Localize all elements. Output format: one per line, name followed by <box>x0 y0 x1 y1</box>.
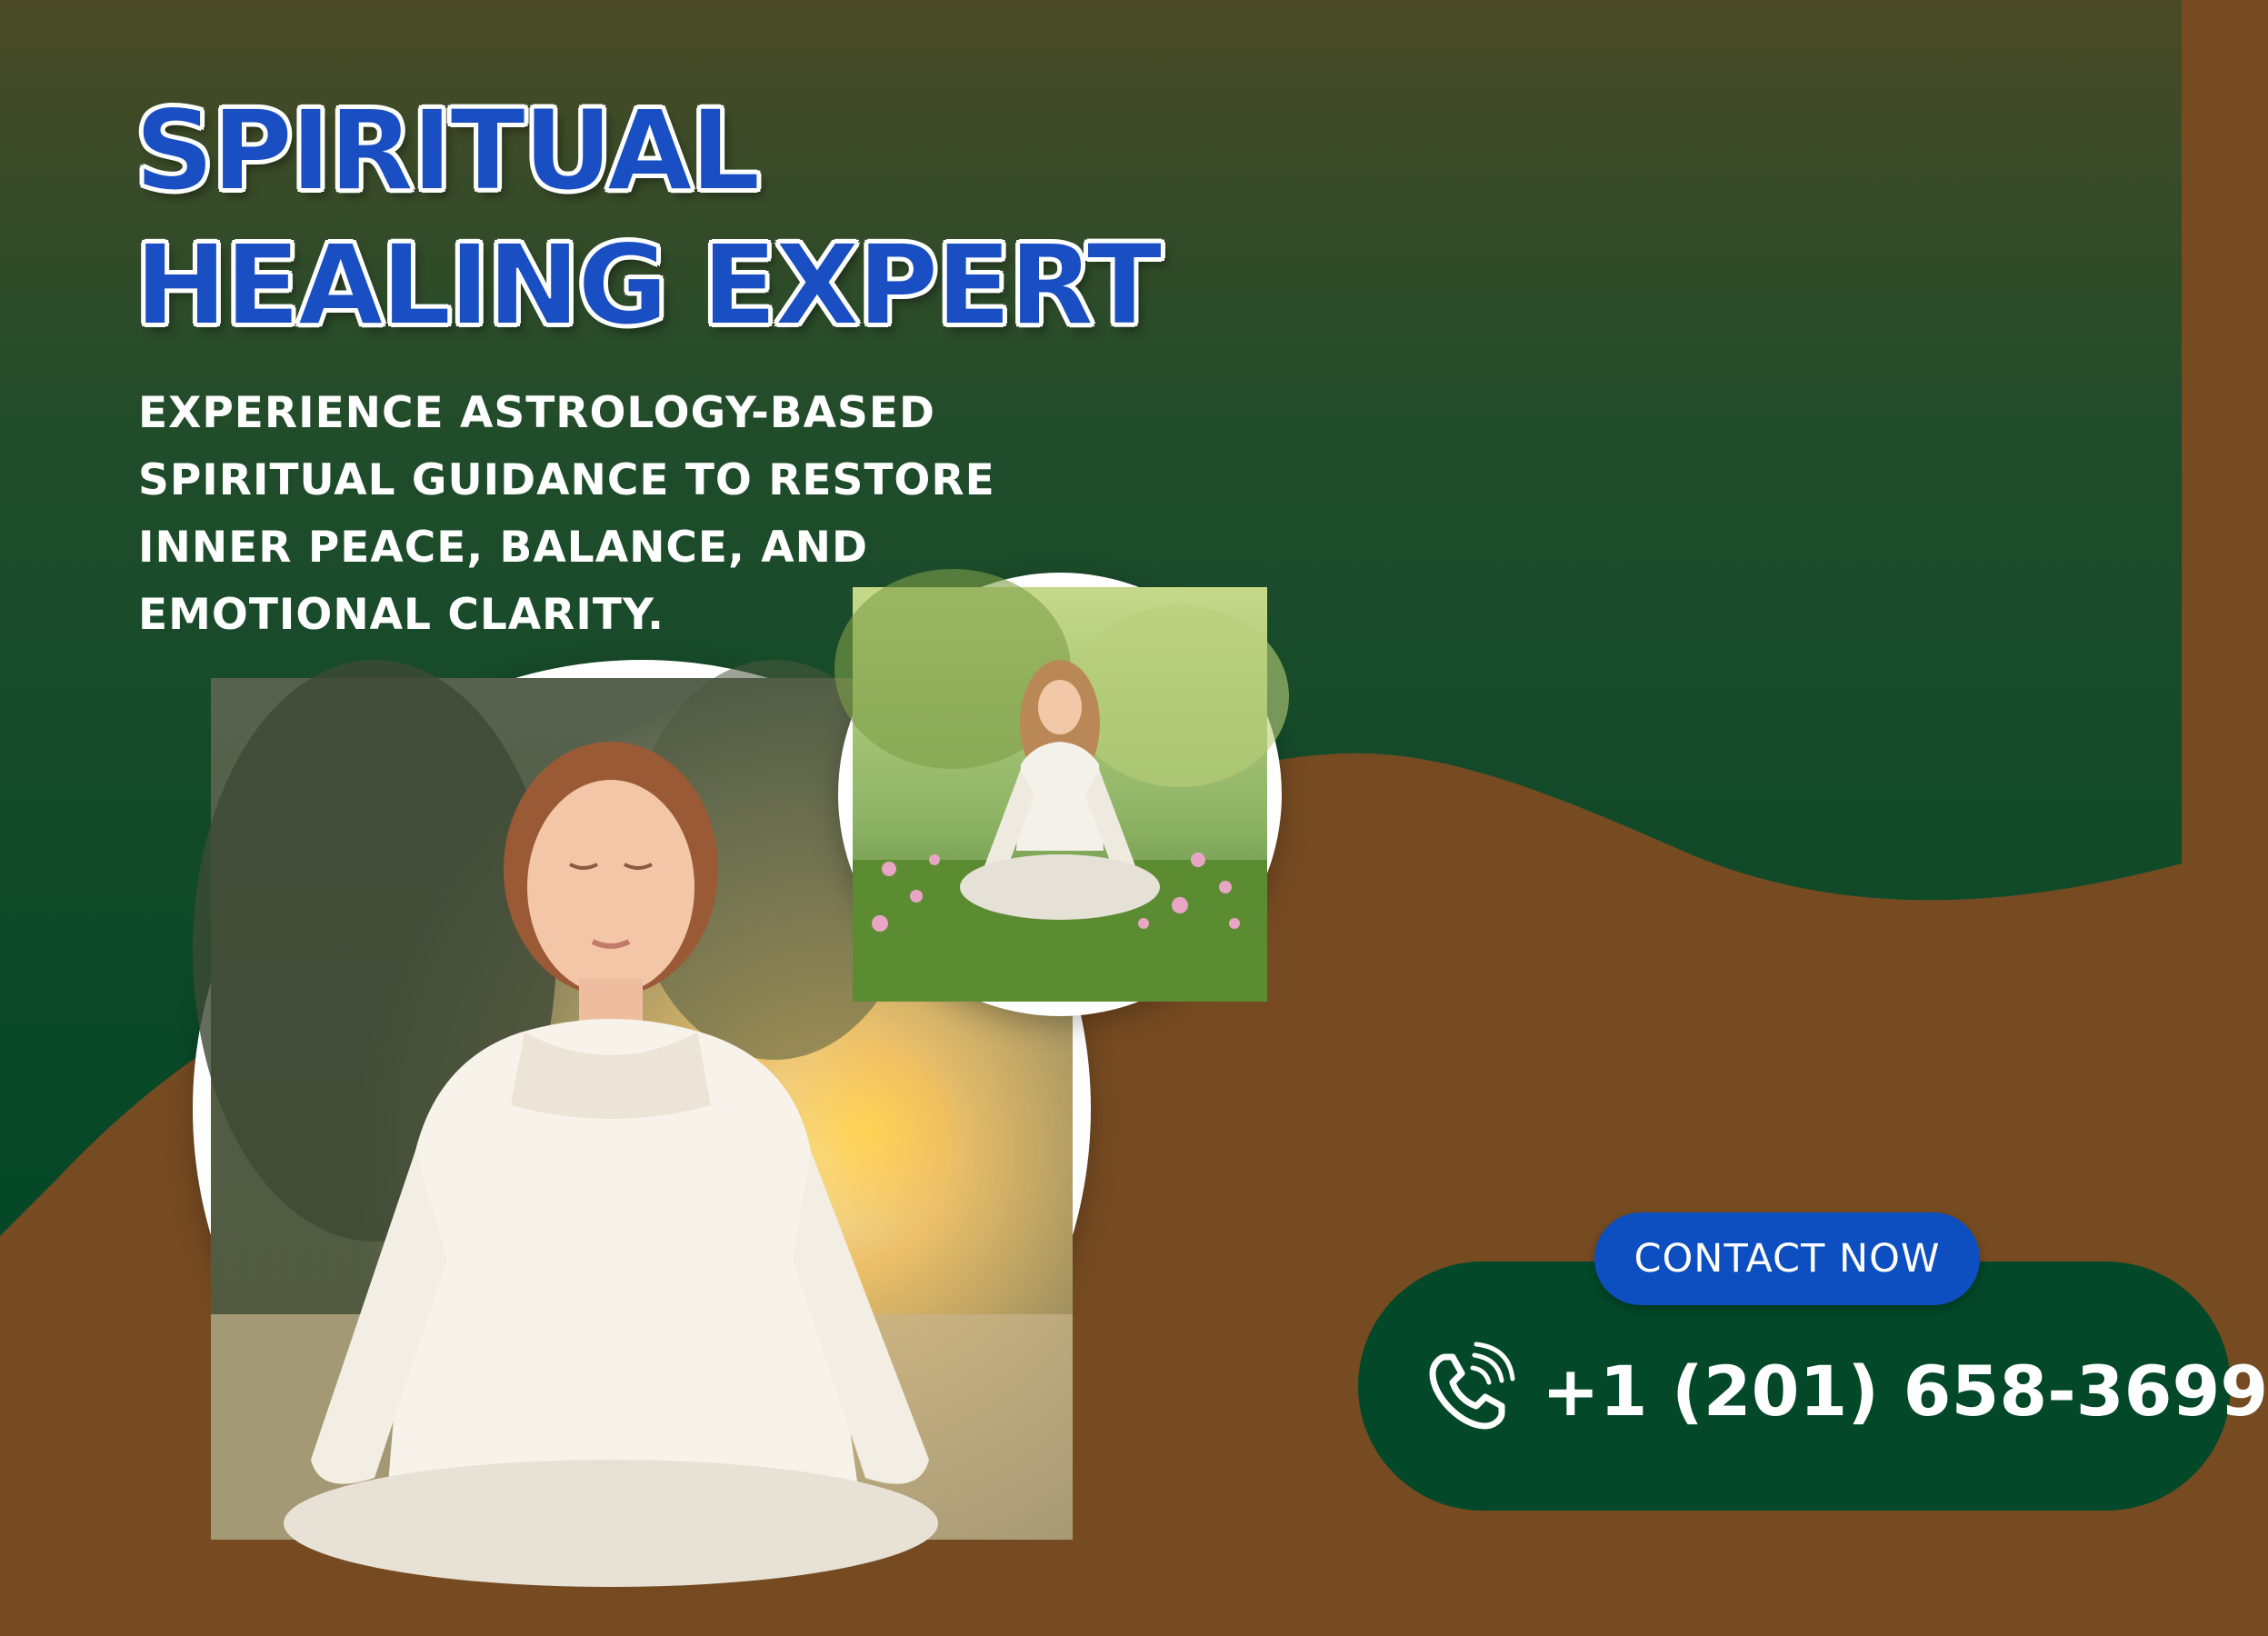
title-line-2: HEALING EXPERT <box>135 221 1160 350</box>
phone-link[interactable] <box>1418 1336 2268 1445</box>
subtitle: EXPERIENCE ASTROLOGY-BASED SPIRITUAL GUIDANCE TO RESTORE INNER PEACE, BALANCE, AND EMOTIONAL CLARITY. <box>138 388 995 640</box>
meditation-photo-small <box>838 573 1282 1016</box>
title-line-1: SPIRITUAL <box>135 86 758 215</box>
page-title <box>135 84 1160 353</box>
meditation-photo-small-image <box>853 587 1267 1002</box>
phone-number: +1 (201) 658-3699 <box>1542 1350 2268 1432</box>
contact-now-button[interactable]: CONTACT NOW <box>1594 1212 1980 1305</box>
phone-icon <box>1418 1341 1518 1441</box>
